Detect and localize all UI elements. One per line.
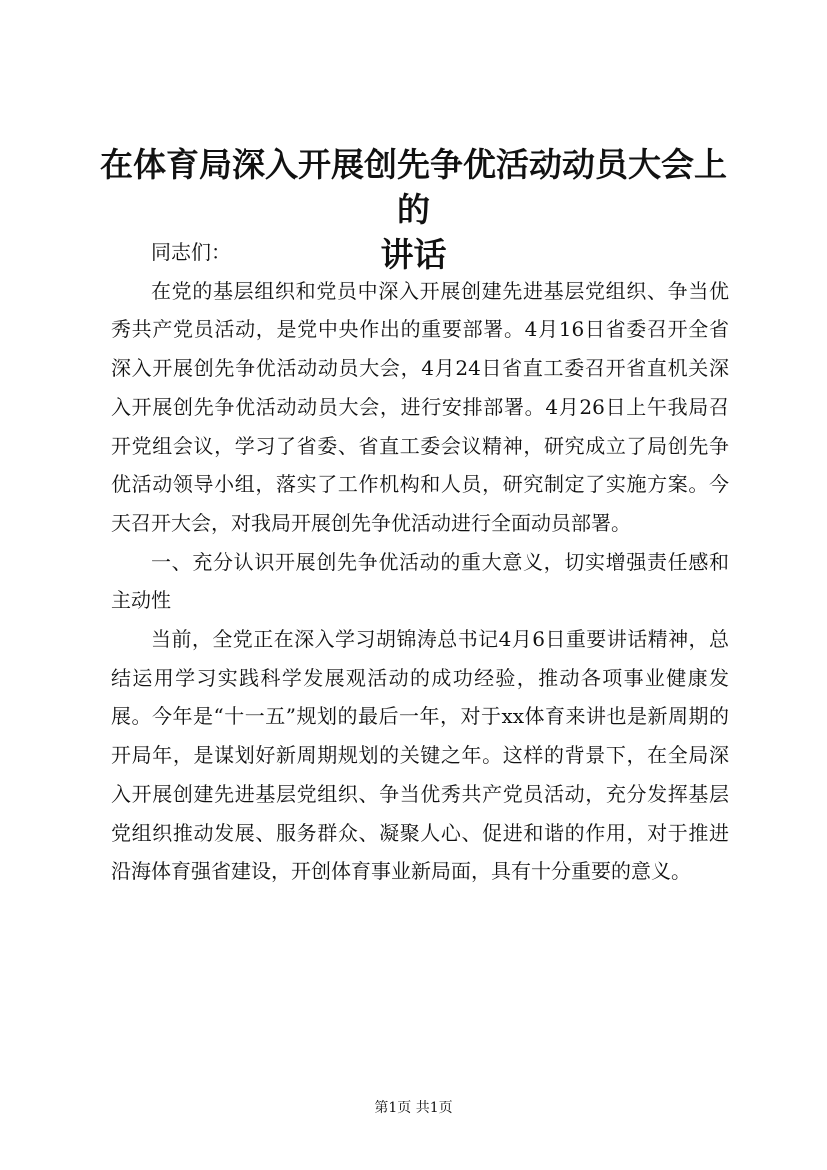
paragraph-intro: 在党的基层组织和党员中深入开展创建先进基层党组织、争当优秀共产党员活动，是党中央作出的重要部署。4月16日省委召开全省深入开展创先争优活动动员大会，4月24日省直工委召开省直机关深入开展创先争优活动动员大会，进行安排部署。4月26日上午我局召开党组会议，学习了省委、省直工委会议精神，研究成立了局创先争优活动领导小组，落实了工作机构和人员，研究制定了实施方案。今天召开大会，对我局开展创先争优活动进行全面动员部署。 [111,278,729,535]
section-heading-1: 一、充分认识开展创先争优活动的重大意义，切实增强责任感和主动性 [111,549,729,613]
title-line-2: 讲话 [380,235,447,274]
paragraph-section-1: 当前，全党正在深入学习胡锦涛总书记4月6日重要讲话精神，总结运用学习实践科学发展观活动的成功经验，推动各项事业健康发展。今年是“十一五”规划的最后一年，对于xx体育来讲也是新周期的开局年，是谋划好新周期规划的关键之年。这样的背景下，在全局深入开展创建先进基层党组织、争当优秀共产党员活动，充分发挥基层党组织推动发展、服务群众、凝聚人心、促进和谐的作用，对于推进沿海体育强省建设，开创体育事业新局面，具有十分重要的意义。 [111,627,729,884]
salutation: 同志们： [151,240,231,264]
title-line-1: 在体育局深入开展创先争优活动动员大会上的 [100,145,727,229]
page-footer: 第1页 共1页 [374,1100,453,1116]
document-body [111,233,729,891]
